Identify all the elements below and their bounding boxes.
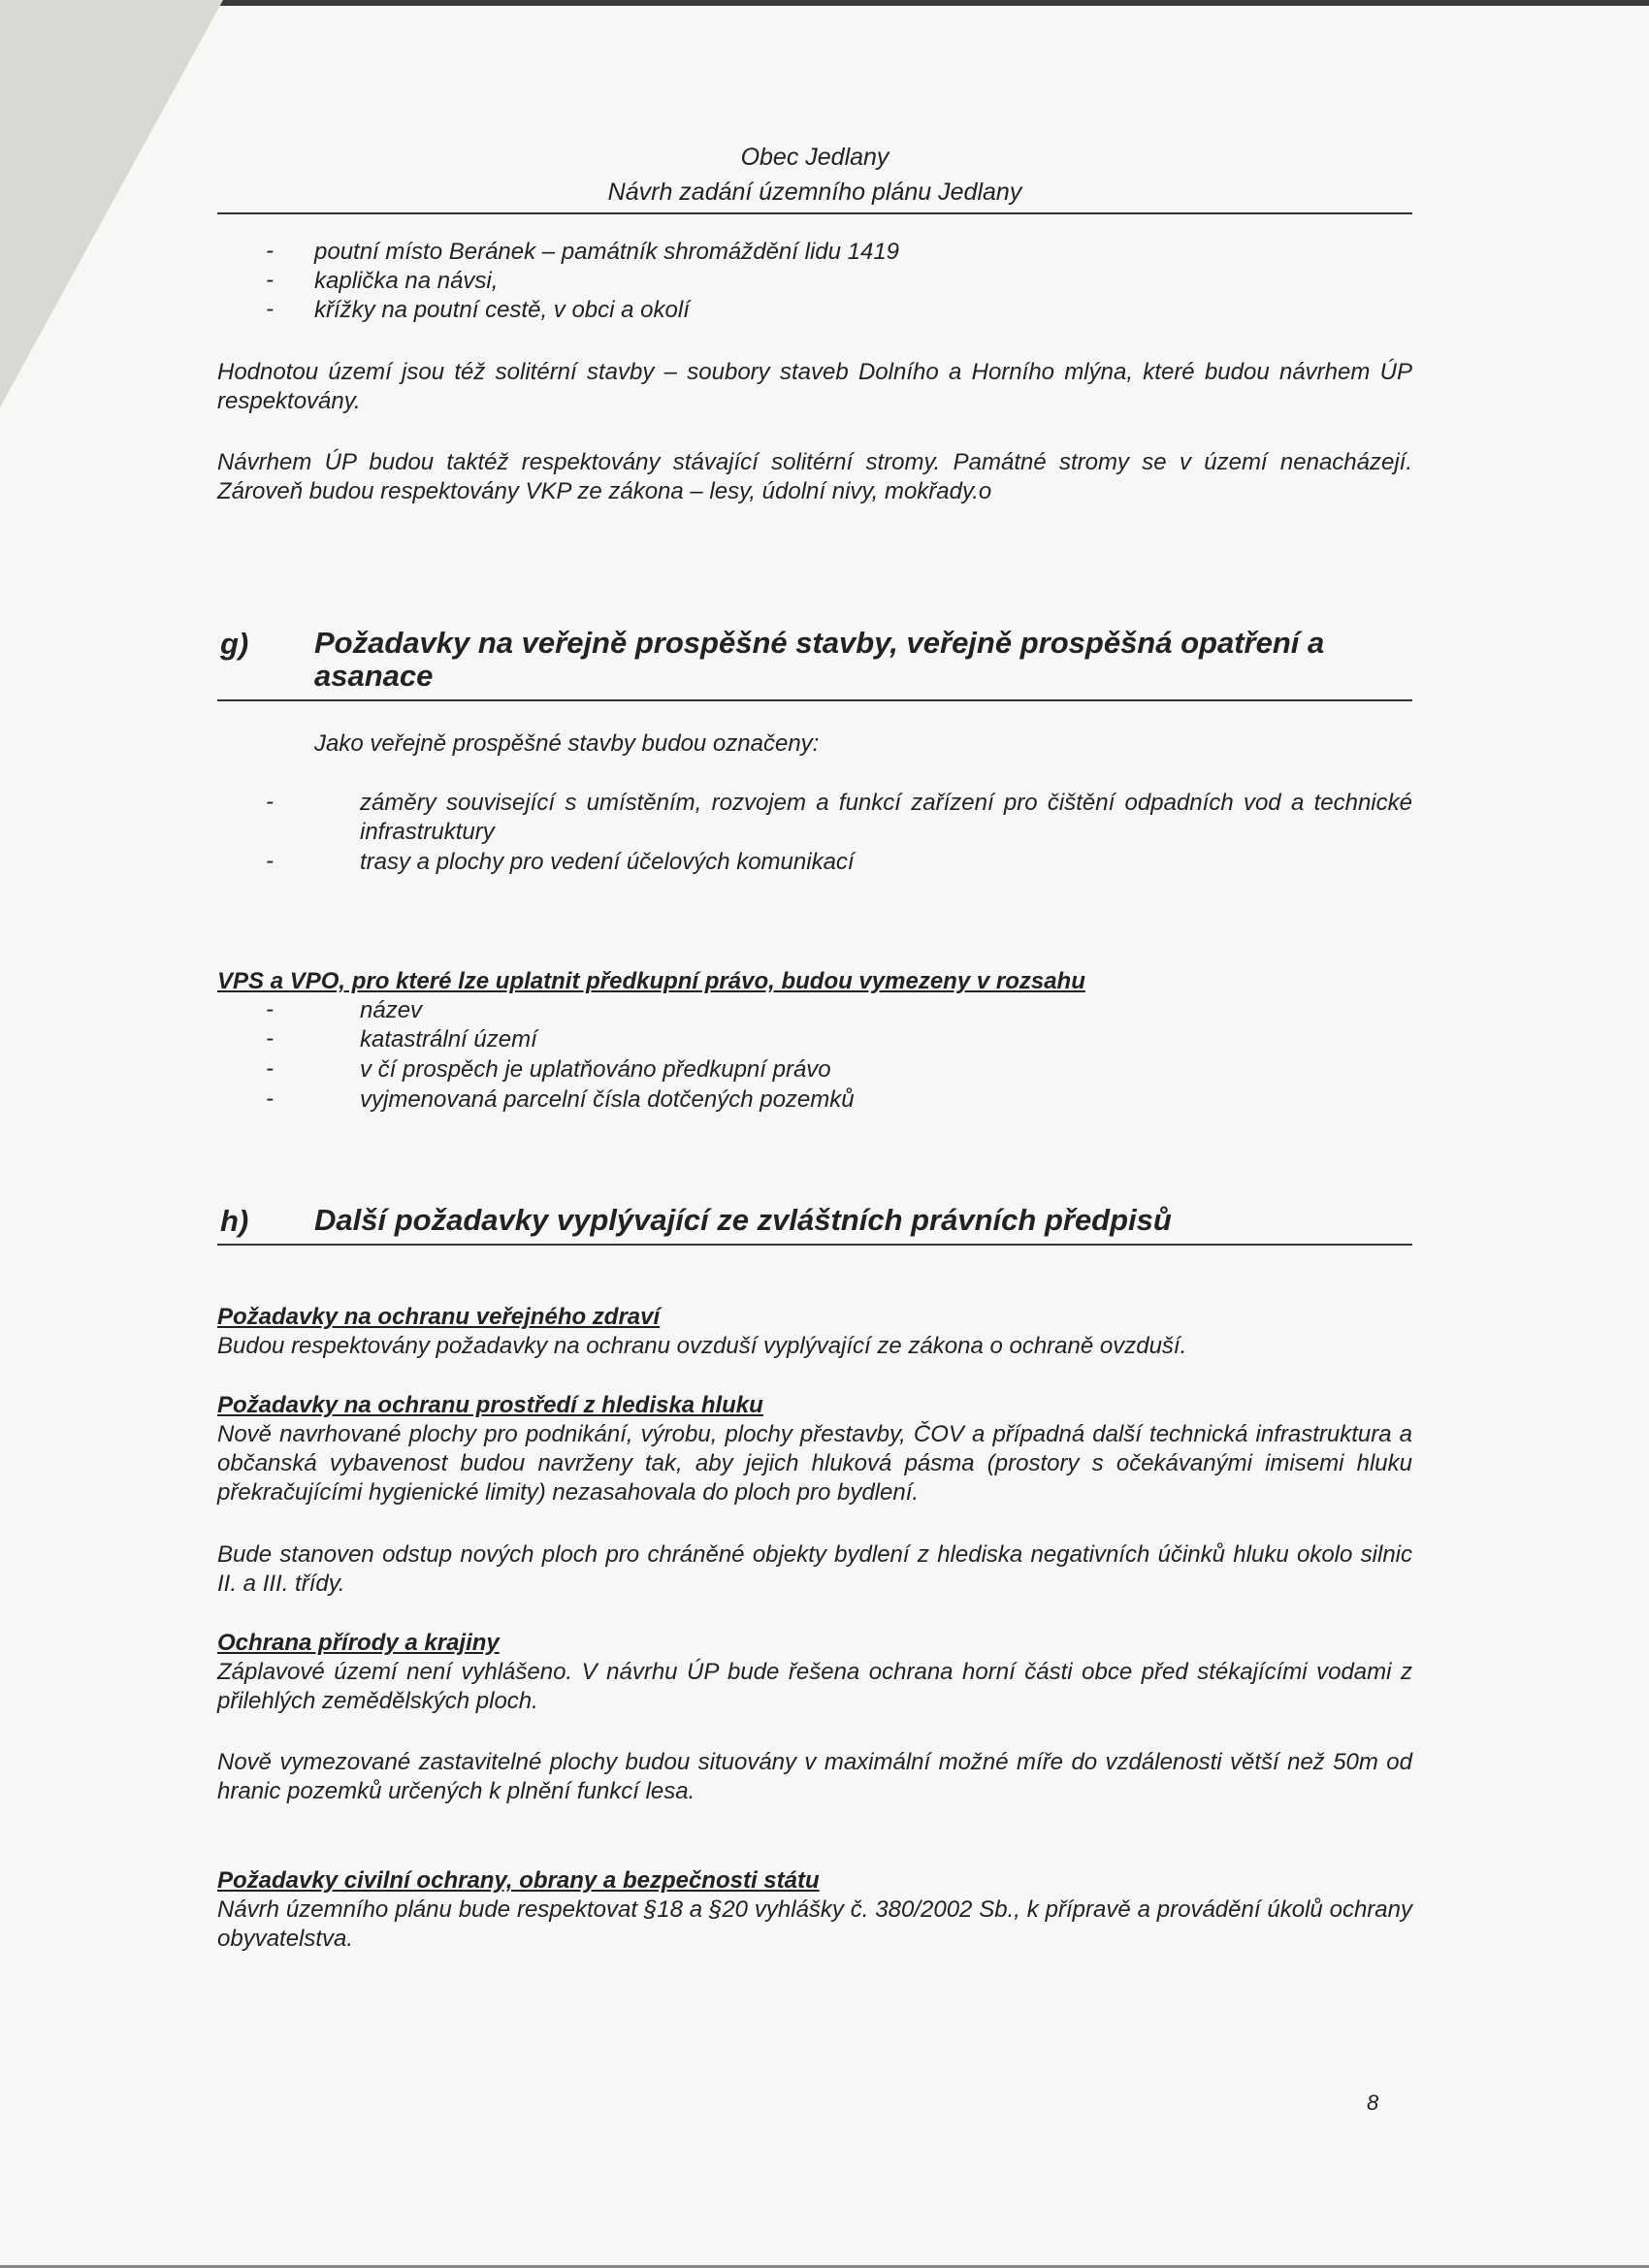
page-number: 8 — [1367, 2090, 1379, 2115]
scan-edge-left — [0, 0, 223, 407]
subsection-paragraph: Návrh územního plánu bude respektovat §18 a §20 vyhlášky č. 380/2002 Sb., k přípravě a provádění úkolů ochrany obyvatelstva. — [217, 1896, 1412, 1952]
section-h-rule — [217, 1244, 1412, 1246]
header-subtitle: Návrh zadání územního plánu Jedlany — [607, 178, 1022, 206]
list-dash: - — [266, 848, 274, 874]
header-title: Obec Jedlany — [740, 144, 889, 171]
subsection-paragraph: Bude stanoven odstup nových ploch pro chráněné objekty bydlení z hlediska negativních účinků hluku okolo silnic II. a III. třídy. — [217, 1541, 1412, 1597]
section-g-rule — [217, 699, 1412, 701]
list-item: kaplička na návsi, — [314, 268, 499, 294]
subsection-heading: Požadavky na ochranu veřejného zdraví — [217, 1304, 661, 1330]
scan-edge-top — [0, 0, 1649, 6]
list-item: v čí prospěch je uplatňováno předkupní právo — [360, 1056, 831, 1083]
list-dash: - — [266, 1085, 274, 1112]
subsection-paragraph: Nově vymezované zastavitelné plochy budou situovány v maximální možné míře do vzdálenosti větší než 50m od hranic pozemků určených k plnění funkcí lesa. — [217, 1749, 1412, 1804]
list-dash: - — [266, 1025, 274, 1052]
list-dash: - — [266, 789, 274, 815]
list-dash: - — [266, 996, 274, 1022]
list-item: katastrální území — [360, 1026, 537, 1053]
subsection-paragraph: Záplavové území není vyhlášeno. V návrhu ÚP bude řešena ochrana horní části obce před stékajícími vodami z přilehlých zemědělských ploch. — [217, 1659, 1412, 1714]
list-item: záměry související s umístěním, rozvojem a funkcí zařízení pro čištění odpadních vod a technické infrastruktury — [360, 790, 1412, 845]
paragraph-trees: Návrhem ÚP budou taktéž respektovány stávající solitérní stromy. Památné stromy se v území nenacházejí. Zároveň budou respektovány VKP ze zákona – lesy, údolní nivy, mokřady.o — [217, 449, 1412, 504]
list-item: křížky na poutní cestě, v obci a okolí — [314, 297, 690, 323]
list-item: název — [360, 997, 423, 1023]
paragraph-solitary-buildings: Hodnotou území jsou též solitérní stavby – soubory staveb Dolního a Horního mlýna, které budou návrhem ÚP respektovány. — [217, 359, 1412, 414]
list-dash: - — [266, 238, 274, 264]
subsection-heading: Požadavky civilní ochrany, obrany a bezpečnosti státu — [217, 1867, 820, 1894]
subsection-paragraph: Nově navrhované plochy pro podnikání, výrobu, plochy přestavby, ČOV a případná další technická infrastruktura a občanská vybavenost budou navrženy tak, aby jejich hluková pásma (prostory s očekávanými imisemi hluku překračujícími hygienické limity) nezasahovala do ploch pro bydlení. — [217, 1421, 1412, 1506]
section-g-title: Požadavky na veřejně prospěšné stavby, veřejně prospěšná opatření a asanace — [314, 626, 1325, 693]
list-item: poutní místo Beránek – památník shromáždění lidu 1419 — [314, 239, 900, 265]
section-g-intro: Jako veřejně prospěšné stavby budou označeny: — [314, 730, 820, 757]
subsection-heading: Ochrana přírody a krajiny — [217, 1630, 500, 1656]
header-rule — [217, 212, 1412, 214]
list-dash: - — [266, 1055, 274, 1082]
vps-heading: VPS a VPO, pro které lze uplatnit předkupní právo, budou vymezeny v rozsahu — [217, 968, 1085, 994]
list-item: trasy a plochy pro vedení účelových komunikací — [360, 849, 855, 875]
section-g-letter: g) — [220, 627, 249, 661]
subsection-heading: Požadavky na ochranu prostředí z hlediska hluku — [217, 1392, 763, 1418]
list-item: vyjmenovaná parcelní čísla dotčených pozemků — [360, 1086, 855, 1113]
list-dash: - — [266, 267, 274, 293]
section-h-title: Další požadavky vyplývající ze zvláštních právních předpisů — [314, 1203, 1172, 1237]
list-dash: - — [266, 296, 274, 322]
section-h-letter: h) — [220, 1204, 249, 1238]
subsection-paragraph: Budou respektovány požadavky na ochranu ovzduší vyplývající ze zákona o ochraně ovzduší. — [217, 1333, 1187, 1359]
